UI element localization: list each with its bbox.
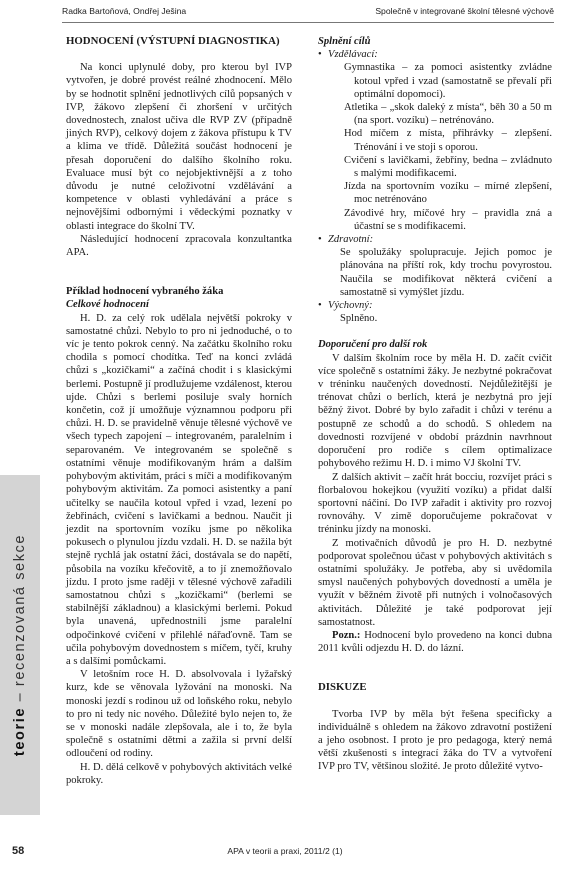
paragraph: V dalším školním roce by měla H. D. začít cvičit více společně s ostatními žáky. Je nezbytné pokračovat v tréninku naučených dovedností. Nejdůležitější je trénovat chůzi o berlích, která je nezbytná pro její běžný život. Dobré by bylo zařadit i chůzi v terénu a postupně ze schodů a do schodů. S ohledem na dovednosti rozvíjené v období prázdnin navrhnout doporučení pro rodiče s cílem optimalizace pohybového režimu H. D. i mimo VJ školní TV.	[318, 352, 552, 470]
note-label: Pozn.:	[332, 629, 361, 641]
bullet-label: Výchovný:	[328, 300, 373, 312]
section-side-tab	[0, 475, 40, 815]
section-side-label: teorie – recenzovaná sekce	[12, 533, 28, 757]
bullet-label: Vzdělávací:	[328, 49, 378, 61]
note-text: Hodnocení bylo provedeno na konci dubna 2011 kvůli odjezdu H. D. do lázní.	[318, 629, 552, 655]
bullet-health	[318, 233, 552, 246]
bullet-icon: •	[318, 234, 322, 246]
paragraph: Na konci uplynulé doby, pro kterou byl IVP vytvořen, je dobré provést reálné zhodnocení. Mělo by se hodnotit splnění jednotlivých cílů popsaných v IVP, žákovo zlepšení či zhoršení v určitých dovednostech, znalost učiva dle RVP ZV (případně jiných RVP), celkový dojem z žákova přístupu k TV a klima ve třídě. Důležitá součást hodnocení je přesah doporučení do dalšího školního roku. Evaluace musí být co nejobjektivnější a z toho důvodu je nutné celoživotní vzdělávání a kompetence v oblasti vyhledávání a práce s nejnovějšími odbornými i vědeckými poznatky v oblasti integrace do školní TV.	[66, 62, 292, 232]
paragraph: V letošním roce H. D. absolvovala i lyžařský kurz, kde se věnovala lyžování na monoski. Na monoski jezdí s rodinou už od loňského roku, nebylo to pro ni tedy nic nového. Důležité bylo nejen to, že se v monoski nadále zlepšovala, ale i to, že byla společně s ostatními dětmi a zažila si první delší odloučení od rodiny.	[66, 669, 292, 760]
bullet-educational	[318, 48, 552, 61]
recommendations-heading: Doporučení pro další rok	[318, 339, 428, 351]
running-header	[62, 6, 554, 20]
paragraph: Splněno.	[340, 313, 378, 325]
educational-items	[318, 61, 552, 233]
paragraph: Následující hodnocení zpracovala konzultantka APA.	[66, 233, 292, 259]
list-item: Jízda na sportovním vozíku – mírné zlepšení, moc netrénováno	[344, 181, 552, 206]
page-number: 58	[12, 845, 25, 857]
paragraph: Z dalších aktivit – začít hrát bocciu, rozvíjet práci s florbalovou hokejkou (využití vozíku) a přidat další sportovní náčiní. Do IVP zařadit i aktivity pro rozvoj rovnováhy. V zimě doporučujeme pokračovat v tréninku jízdy na monoski.	[318, 471, 552, 536]
header-rule	[62, 22, 554, 23]
list-item: Hod míčem z místa, přihrávky – zlepšení. Trénování i ve stoji s oporou.	[344, 128, 552, 153]
bullet-icon: •	[318, 49, 322, 61]
journal-citation: APA v teorii a praxi, 2011/2 (1)	[227, 846, 343, 856]
paragraph: Tvorba IVP by měla být řešena specificky a individuálně s ohledem na žákovo zdravotní postižení a jeho osobnost. I proto je pro pedagoga, který nemá větší zkušenosti s integrací žáka do TV a vytvoření IVP pro TV, většinou složité. Je proto důležité vytvo-	[318, 708, 552, 773]
section-heading-evaluation: HODNOCENÍ (VÝSTUPNÍ DIAGNOSTIKA)	[66, 35, 280, 47]
bullet-label: Zdravotní:	[328, 234, 374, 246]
right-column	[318, 35, 552, 774]
list-item: Cvičení s lavičkami, žebříny, bedna – zvládnuto s malými modifikacemi.	[344, 154, 552, 180]
upbringing-text-block	[318, 312, 552, 325]
list-item: Atletika – „skok daleký z místa“, běh 30 a 50 m (na sport. vozíku) – netrénováno.	[344, 102, 552, 127]
page-footer	[0, 846, 570, 862]
note-paragraph	[318, 629, 552, 655]
header-authors: Radka Bartoňová, Ondřej Ješina	[62, 6, 187, 16]
header-running-title: Společně v integrované školní tělesné výchově	[375, 6, 554, 16]
list-item: Závodivé hry, míčové hry – pravidla zná a účastní se s modifikacemi.	[344, 207, 552, 232]
paragraph: H. D. za celý rok udělala největší pokroky v samostatné chůzi. Nebylo to pro ni jednoduché, o to víc je tento pokrok cenný. Na začátku školního roku chodila s pomocí chodítka. Teď na konci zvládá chůzi s „kozičkami“ a začíná chodit i s klasickými berlemi. Postupně jí prodlužujeme vzdálenost, kterou ujde. Chůzi s berlemi posiluje svaly horních končetin, což jí umožňuje významnou podporu při chůzi. H. D. se pravidelně věnuje tělesné výchově ve všech typech zapojení – integrovaném, paralelním i separovaném. Ve integrovaném se společně s ostatními věnuje modifikovaným hrám a dalším pohybovým aktivitám, práci s míči a modifikovaným pohybovým aktivitám. Za pomoci asistentky a paní učitelky se naučila kotoul vpřed i vzad, lezení po žebřinách, cvičení s lavičkami a bednou. Naučit ji jezdit na sportovním vozíku jsme po několika pokusech o plynulou jízdu vzdali. H. D. se nažila být stejně rychlá jak ostatní žáci, dostávala se do napětí, působila na vozíku křečovitě, a to jí znemožňovalo jízdu. I proto jsme raději v tělesné výchově zařadili samostatnou chůzi s „kozičkami“ (berlemi se stabilnější základnou) a klasickými berlemi. Pokud byla unavená, upřednostnili jsme paralelní odpočinkové cvičení v přilehlé nářaďovně. Tam se učila pohybovým dovednostem s míčem, tyčí, kruhy a s dalšími pomůckami.	[66, 312, 292, 667]
paragraph: H. D. dělá celkově v pohybových aktivitách velké pokroky.	[66, 761, 292, 786]
goals-heading: Splnění cílů	[318, 36, 371, 47]
bullet-upbringing	[318, 299, 552, 312]
example-subheading: Celkové hodnocení	[66, 299, 149, 311]
left-column	[66, 35, 292, 787]
health-text-block	[318, 246, 552, 299]
paragraph: Z motivačních důvodů je pro H. D. nezbytné podporovat společnou účast v pohybových aktivitách s ostatními spolužáky. Je potřeba, aby si uvědomila smysl naučených pohybových dovedností a uměla je využít v běžném životě při nutných i volnočasových aktivitách. Důležité je také podporovat její samostatnost.	[318, 537, 552, 628]
discussion-heading: DISKUZE	[318, 681, 367, 694]
example-heading: Příklad hodnocení vybraného žáka	[66, 286, 224, 298]
list-item: Gymnastika – za pomoci asistentky zvládne kotoul vpřed i vzad (samostatně se převalí při optimální dopomoci).	[344, 62, 552, 100]
paragraph: Se spolužáky spolupracuje. Jejich pomoc je plánována na příští rok, kdy trochu povyrostou. Naučila se modifikovat některá cvičení a samostatně si vymýšlet jízdu.	[340, 247, 552, 298]
bullet-icon: •	[318, 300, 322, 312]
